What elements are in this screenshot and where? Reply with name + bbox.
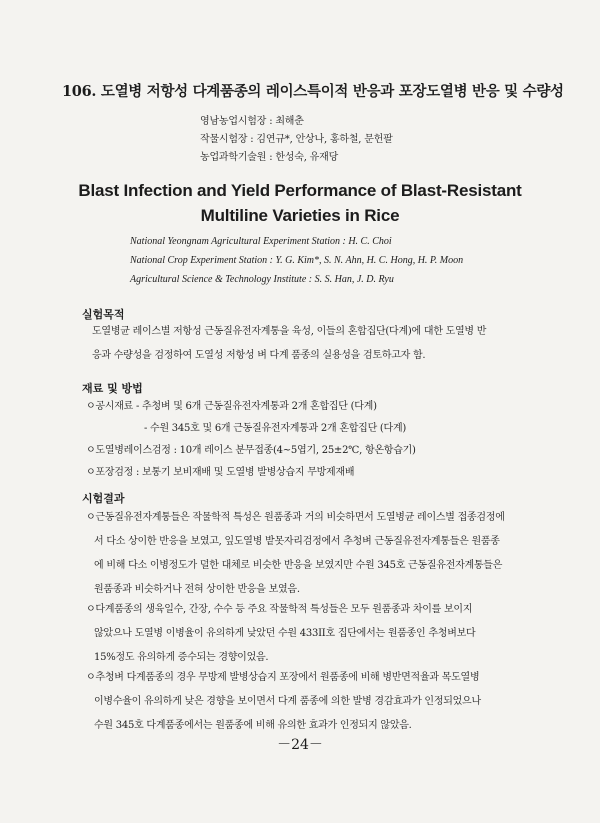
purpose-paragraph xyxy=(92,320,486,368)
methods-paragraph xyxy=(86,396,416,484)
affiliation-kr-1: 영남농업시험장 : 최해춘 xyxy=(200,116,304,127)
methods-line-4: ㅇ포장검정 : 보통기 보비재배 및 도열병 발병상습지 무방제재배 xyxy=(86,467,355,478)
results-item2-line2: 않았으나 도열병 이병율이 유의하게 낮았던 수원 433II호 집단에서는 원품종인 추청벼보다 xyxy=(94,628,476,639)
results-item2-line1: ㅇ다계품종의 생육일수, 간장, 수수 등 주요 작물학적 특성들은 모두 원품종과 차이를 보이지 xyxy=(86,604,473,615)
affiliation-en-1: National Yeongnam Agricultural Experiment Station : H. C. Choi xyxy=(130,236,392,247)
results-item-1 xyxy=(86,506,505,602)
purpose-heading: 실험목적 xyxy=(82,308,125,321)
methods-heading: 재료 및 방법 xyxy=(82,382,143,395)
results-item1-line4: 원품종과 비슷하거나 전혀 상이한 반응을 보였음. xyxy=(94,584,300,595)
methods-line-1: ㅇ공시재료 - 추청벼 및 6개 근동질유전자계통과 2개 혼합집단 (다계) xyxy=(86,401,377,412)
english-title-line2: Multiline Varieties in Rice xyxy=(200,206,400,225)
results-item-3 xyxy=(86,666,481,738)
results-item-2 xyxy=(86,598,475,670)
results-heading: 시험결과 xyxy=(82,492,125,505)
results-item1-line2: 서 다소 상이한 반응을 보였고, 잎도열병 밭못자리검정에서 추청벼 근동질유전자계통들은 원품종 xyxy=(94,536,500,547)
methods-line-2: - 수원 345호 및 6개 근동질유전자계통과 2개 혼합집단 (다계) xyxy=(144,423,407,434)
affiliation-en-3: Agricultural Science & Technology Institute : S. S. Han, J. D. Ryu xyxy=(130,274,394,285)
affiliation-kr-2: 작물시험장 : 김연규*, 안상나, 홍하철, 문헌팔 xyxy=(200,134,393,145)
results-item1-line1: ㅇ근동질유전자계통들은 작물학적 특성은 원품종과 거의 비슷하면서 도열병균 레이스별 접종검정에 xyxy=(86,512,505,523)
results-item1-line3: 에 비해 다소 이병정도가 덜한 대체로 비슷한 반응을 보였지만 수원 345호 근동질유전자계통들은 xyxy=(94,560,503,571)
page-number: －24－ xyxy=(277,737,323,753)
purpose-line-1: 도열병균 레이스별 저항성 근동질유전자계통을 육성, 이들의 혼합집단(다계)에 대한 도열병 반 xyxy=(92,326,487,337)
results-item3-line2: 이병수율이 유의하게 낮은 경향을 보이면서 다계 품종에 의한 발병 경감효과가 인정되었으나 xyxy=(94,696,481,707)
korean-title: 106. 도열병 저항성 다계품종의 레이스특이적 반응과 포장도열병 반응 및 수량성 xyxy=(62,83,564,100)
affiliation-en-2: National Crop Experiment Station : Y. G. Kim*, S. N. Ahn, H. C. Hong, H. P. Moon xyxy=(130,255,464,266)
results-item3-line1: ㅇ추청벼 다계품종의 경우 무방제 발병상습지 포장에서 원품종에 비해 병반면적율과 목도열병 xyxy=(86,672,480,683)
english-title-line1: Blast Infection and Yield Performance of Blast-Resistant xyxy=(78,181,522,200)
methods-line-3: ㅇ도열병레이스검정 : 10개 레이스 분무접종(4~5엽기, 25±2℃, 항온항습기) xyxy=(86,445,416,456)
affiliation-kr-3: 농업과학기술원 : 한성숙, 유재당 xyxy=(200,152,339,163)
purpose-line-2: 응과 수량성을 검정하여 도열성 저항성 벼 다계 품종의 실용성을 검토하고자 함. xyxy=(92,350,426,361)
results-item2-line3: 15%정도 유의하게 증수되는 경향이었음. xyxy=(94,652,269,663)
results-item3-line3: 수원 345호 다계품종에서는 원품종에 비해 유의한 효과가 인정되지 않았음. xyxy=(94,720,412,731)
